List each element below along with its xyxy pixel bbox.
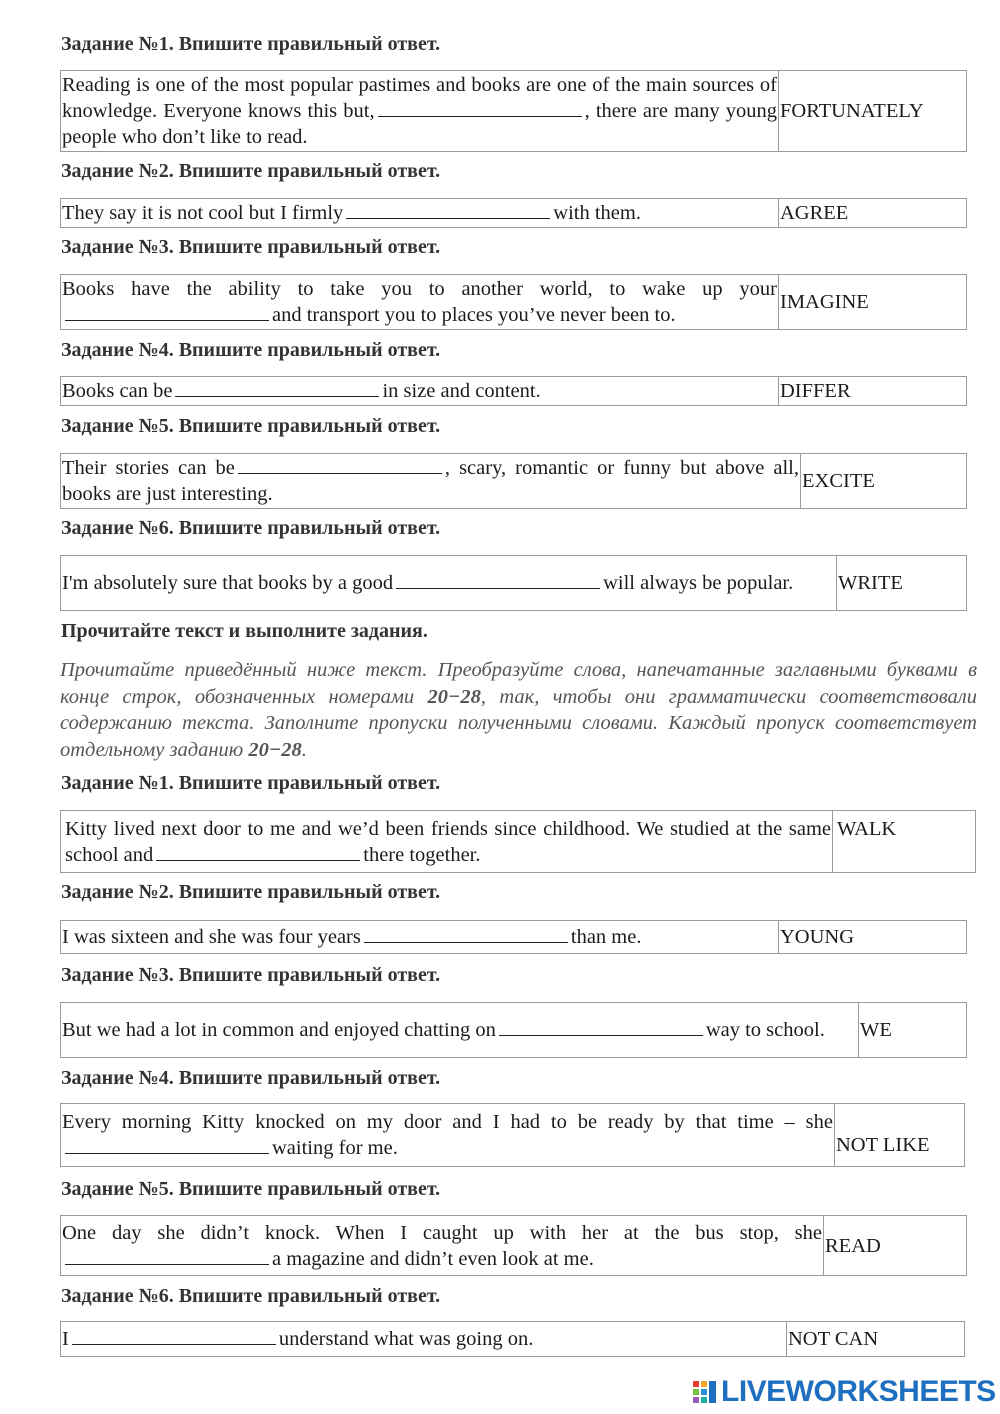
answer-blank-10[interactable]: [65, 1135, 269, 1154]
base-word: NOT LIKE: [835, 1104, 965, 1167]
base-word: YOUNG: [779, 921, 967, 954]
answer-blank-12[interactable]: [72, 1326, 276, 1345]
task-table-5: [60, 453, 967, 509]
sentence-start: But we had a lot in common and enjoyed chatting on: [62, 1019, 496, 1041]
answer-blank-2[interactable]: [346, 200, 550, 219]
sentence-start: Kitty lived next door to me and we’d been friends since childhood. We studied at the same school and: [65, 817, 831, 866]
sentence-end: with them.: [553, 202, 641, 224]
task-sentence: [61, 454, 801, 509]
task-sentence: [61, 275, 779, 330]
instruction-part: Прочитайте приведённый ниже текст. Преобразуйте слова, напечатанные заглавными буквами в конце строк, обозначенных номерами: [60, 659, 977, 708]
base-word: WE: [859, 1003, 967, 1058]
sentence-end: , scary, romantic or funny but above all, books are just interesting.: [62, 457, 799, 505]
task-heading-9: Задание №3. Впишите правильный ответ.: [61, 964, 441, 986]
sentence-end: , there are many young people who don’t like to read.: [62, 100, 777, 148]
sentence-end: understand what was going on.: [278, 1328, 534, 1350]
task-table-6: [60, 555, 967, 611]
sentence-end: there together.: [363, 843, 481, 866]
instruction-part: .: [301, 738, 307, 761]
answer-blank-1[interactable]: [378, 98, 582, 117]
task-table-7: [60, 810, 976, 873]
sentence-end: will always be popular.: [603, 572, 794, 594]
sentence-end: waiting for me.: [272, 1137, 398, 1159]
sentence-start: I was sixteen and she was four years: [62, 926, 361, 948]
task-sentence: [61, 1216, 824, 1276]
answer-blank-7[interactable]: [156, 842, 360, 861]
base-word: WALK: [833, 811, 976, 873]
instruction-text: [60, 657, 977, 763]
task-sentence: [61, 1003, 859, 1058]
task-heading-7: Задание №1. Впишите правильный ответ.: [61, 772, 441, 794]
sentence-start: Books can be: [62, 380, 173, 402]
sentence-start: I'm absolutely sure that books by a good: [62, 572, 394, 594]
sentence-start: Every morning Kitty knocked on my door and I had to be ready by that time – she: [62, 1111, 833, 1133]
base-word: WRITE: [837, 556, 967, 611]
sentence-start: I: [62, 1328, 69, 1350]
task-table-8: [60, 920, 967, 954]
task-sentence: [61, 1322, 787, 1357]
answer-blank-9[interactable]: [499, 1017, 703, 1036]
section-title: Прочитайте текст и выполните задания.: [61, 620, 428, 642]
sentence-end: way to school.: [705, 1019, 825, 1041]
worksheet-grid-icon: [692, 1379, 718, 1405]
answer-blank-6[interactable]: [396, 570, 600, 589]
task-heading-10: Задание №4. Впишите правильный ответ.: [61, 1067, 441, 1089]
task-sentence: [61, 1104, 835, 1167]
sentence-end: and transport you to places you’ve never been to.: [272, 304, 676, 326]
sentence-end: a magazine and didn’t even look at me.: [272, 1247, 594, 1270]
answer-blank-3[interactable]: [65, 302, 269, 321]
answer-blank-5[interactable]: [238, 455, 442, 474]
task-table-12: [60, 1321, 965, 1357]
task-heading-5: Задание №5. Впишите правильный ответ.: [61, 415, 441, 437]
task-heading-8: Задание №2. Впишите правильный ответ.: [61, 881, 441, 903]
base-word: READ: [824, 1216, 967, 1276]
base-word: IMAGINE: [779, 275, 967, 330]
task-sentence: [61, 377, 779, 406]
task-table-1: [60, 70, 967, 152]
sentence-start: They say it is not cool but I firmly: [62, 202, 344, 224]
task-sentence: [61, 811, 833, 873]
task-sentence: [61, 71, 779, 152]
sentence-start: Books have the ability to take you to another world, to wake up your: [62, 278, 777, 300]
base-word: EXCITE: [801, 454, 967, 509]
answer-blank-11[interactable]: [65, 1246, 269, 1265]
sentence-end: in size and content.: [382, 380, 541, 402]
task-table-2: [60, 198, 967, 228]
task-heading-6: Задание №6. Впишите правильный ответ.: [61, 517, 441, 539]
task-table-9: [60, 1002, 967, 1058]
sentence-start: One day she didn’t knock. When I caught up with her at the bus stop, she: [62, 1221, 822, 1244]
task-heading-1: Задание №1. Впишите правильный ответ.: [61, 33, 441, 55]
base-word: NOT CAN: [787, 1322, 965, 1357]
task-heading-12: Задание №6. Впишите правильный ответ.: [61, 1285, 441, 1307]
sentence-start: Reading is one of the most popular pastimes and books are one of the main sources of knowledge. Everyone knows this but,: [62, 74, 777, 122]
task-table-11: [60, 1215, 967, 1276]
task-table-10: [60, 1103, 965, 1167]
task-table-3: [60, 274, 967, 330]
task-range: 20−28: [248, 738, 302, 761]
brand-name: LIVEWORKSHEETS: [721, 1375, 996, 1408]
sentence-start: Their stories can be: [62, 457, 235, 479]
instruction-part: , так, чтобы они грамматически соответствовали содержанию текста. Заполните пропуски полученными словами. Каждый пропуск соответствует отдельному заданию: [60, 685, 977, 761]
task-heading-2: Задание №2. Впишите правильный ответ.: [61, 160, 441, 182]
task-heading-11: Задание №5. Впишите правильный ответ.: [61, 1178, 441, 1200]
answer-blank-8[interactable]: [364, 924, 568, 943]
liveworksheets-logo: [692, 1375, 996, 1409]
task-sentence: [61, 921, 779, 954]
sentence-end: than me.: [570, 926, 642, 948]
task-sentence: [61, 199, 779, 228]
task-table-4: [60, 376, 967, 406]
answer-blank-4[interactable]: [175, 378, 379, 397]
base-word: AGREE: [779, 199, 967, 228]
task-heading-3: Задание №3. Впишите правильный ответ.: [61, 236, 441, 258]
base-word: DIFFER: [779, 377, 967, 406]
task-heading-4: Задание №4. Впишите правильный ответ.: [61, 339, 441, 361]
task-range: 20−28: [427, 685, 481, 708]
base-word: FORTUNATELY: [779, 71, 967, 152]
task-sentence: [61, 556, 837, 611]
